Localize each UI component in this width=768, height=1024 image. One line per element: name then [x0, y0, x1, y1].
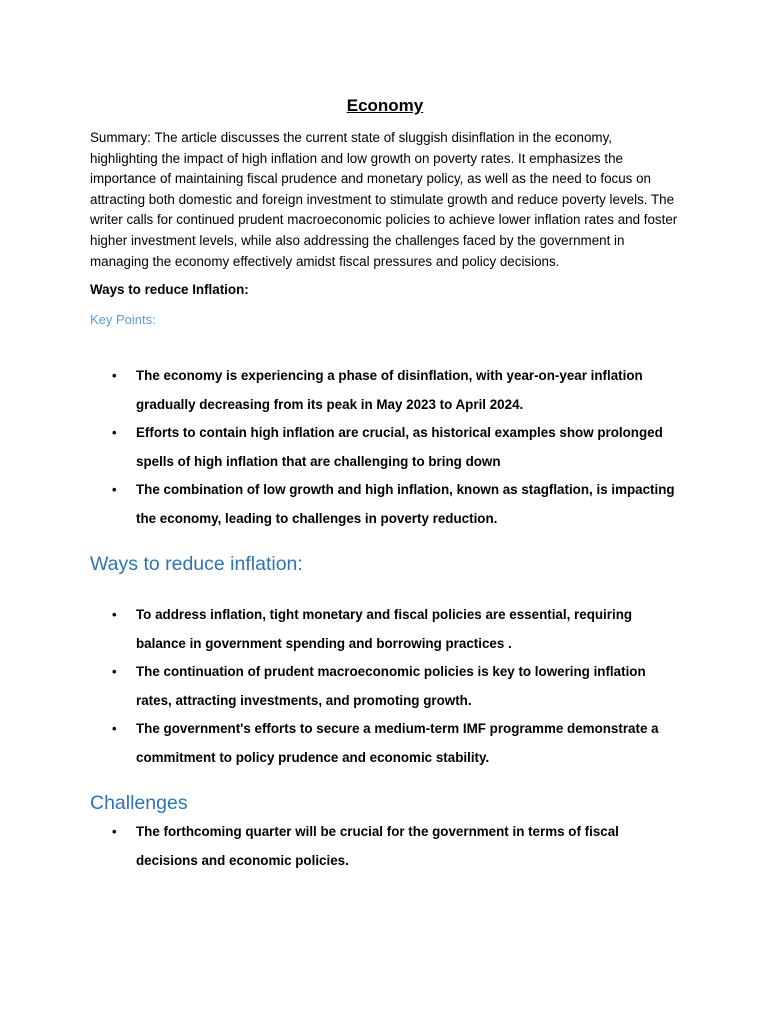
- ways-heading: Ways to reduce inflation:: [90, 553, 303, 576]
- list-item: [90, 601, 680, 658]
- list-item: [90, 715, 680, 772]
- ways-list: [90, 601, 680, 772]
- document-title: Economy: [346, 96, 424, 115]
- bullet-icon: •: [112, 425, 117, 441]
- list-item-text: The government's efforts to secure a medium-term IMF programme demonstrate a commitment to policy prudence and economic stability.: [136, 721, 659, 765]
- document-page: [90, 94, 680, 875]
- list-item-text: The economy is experiencing a phase of disinflation, with year-on-year inflation gradually decreasing from its peak in May 2023 to April 2024.: [136, 368, 643, 412]
- list-item: [90, 419, 680, 476]
- key-points-label: Key Points:: [90, 312, 156, 328]
- list-item: [90, 818, 680, 875]
- list-item: [90, 658, 680, 715]
- summary-paragraph: Summary: The article discusses the current state of sluggish disinflation in the economy, highlighting the impact of high inflation and low growth on poverty rates. It emphasizes the importance of maintaining fiscal prudence and monetary policy, as well as the need to focus on attracting both domestic and foreign investment to stimulate growth and reduce poverty levels. The writer calls for continued prudent macroeconomic policies to achieve lower inflation rates and foster higher investment levels, while also addressing the challenges faced by the government in managing the economy effectively amidst fiscal pressures and policy decisions.: [90, 130, 678, 269]
- list-item-text: To address inflation, tight monetary and fiscal policies are essential, requiring balance in government spending and borrowing practices .: [136, 607, 633, 651]
- ways-intro-label: Ways to reduce Inflation:: [90, 282, 249, 298]
- bullet-icon: •: [112, 607, 117, 623]
- bullet-icon: •: [112, 824, 117, 840]
- list-item-text: The forthcoming quarter will be crucial for the government in terms of fiscal decisions and economic policies.: [136, 824, 619, 868]
- bullet-icon: •: [112, 721, 117, 737]
- list-item-text: The combination of low growth and high inflation, known as stagflation, is impacting the economy, leading to challenges in poverty reduction.: [136, 482, 675, 526]
- key-points-list: [90, 362, 680, 533]
- list-item: [90, 476, 680, 533]
- list-item: [90, 362, 680, 419]
- bullet-icon: •: [112, 482, 117, 498]
- bullet-icon: •: [112, 368, 117, 384]
- bullet-icon: •: [112, 664, 117, 680]
- challenges-heading: Challenges: [90, 792, 188, 815]
- list-item-text: Efforts to contain high inflation are crucial, as historical examples show prolonged spells of high inflation that are challenging to bring down: [136, 425, 663, 469]
- challenges-list: [90, 818, 680, 875]
- list-item-text: The continuation of prudent macroeconomic policies is key to lowering inflation rates, attracting investments, and promoting growth.: [136, 664, 646, 708]
